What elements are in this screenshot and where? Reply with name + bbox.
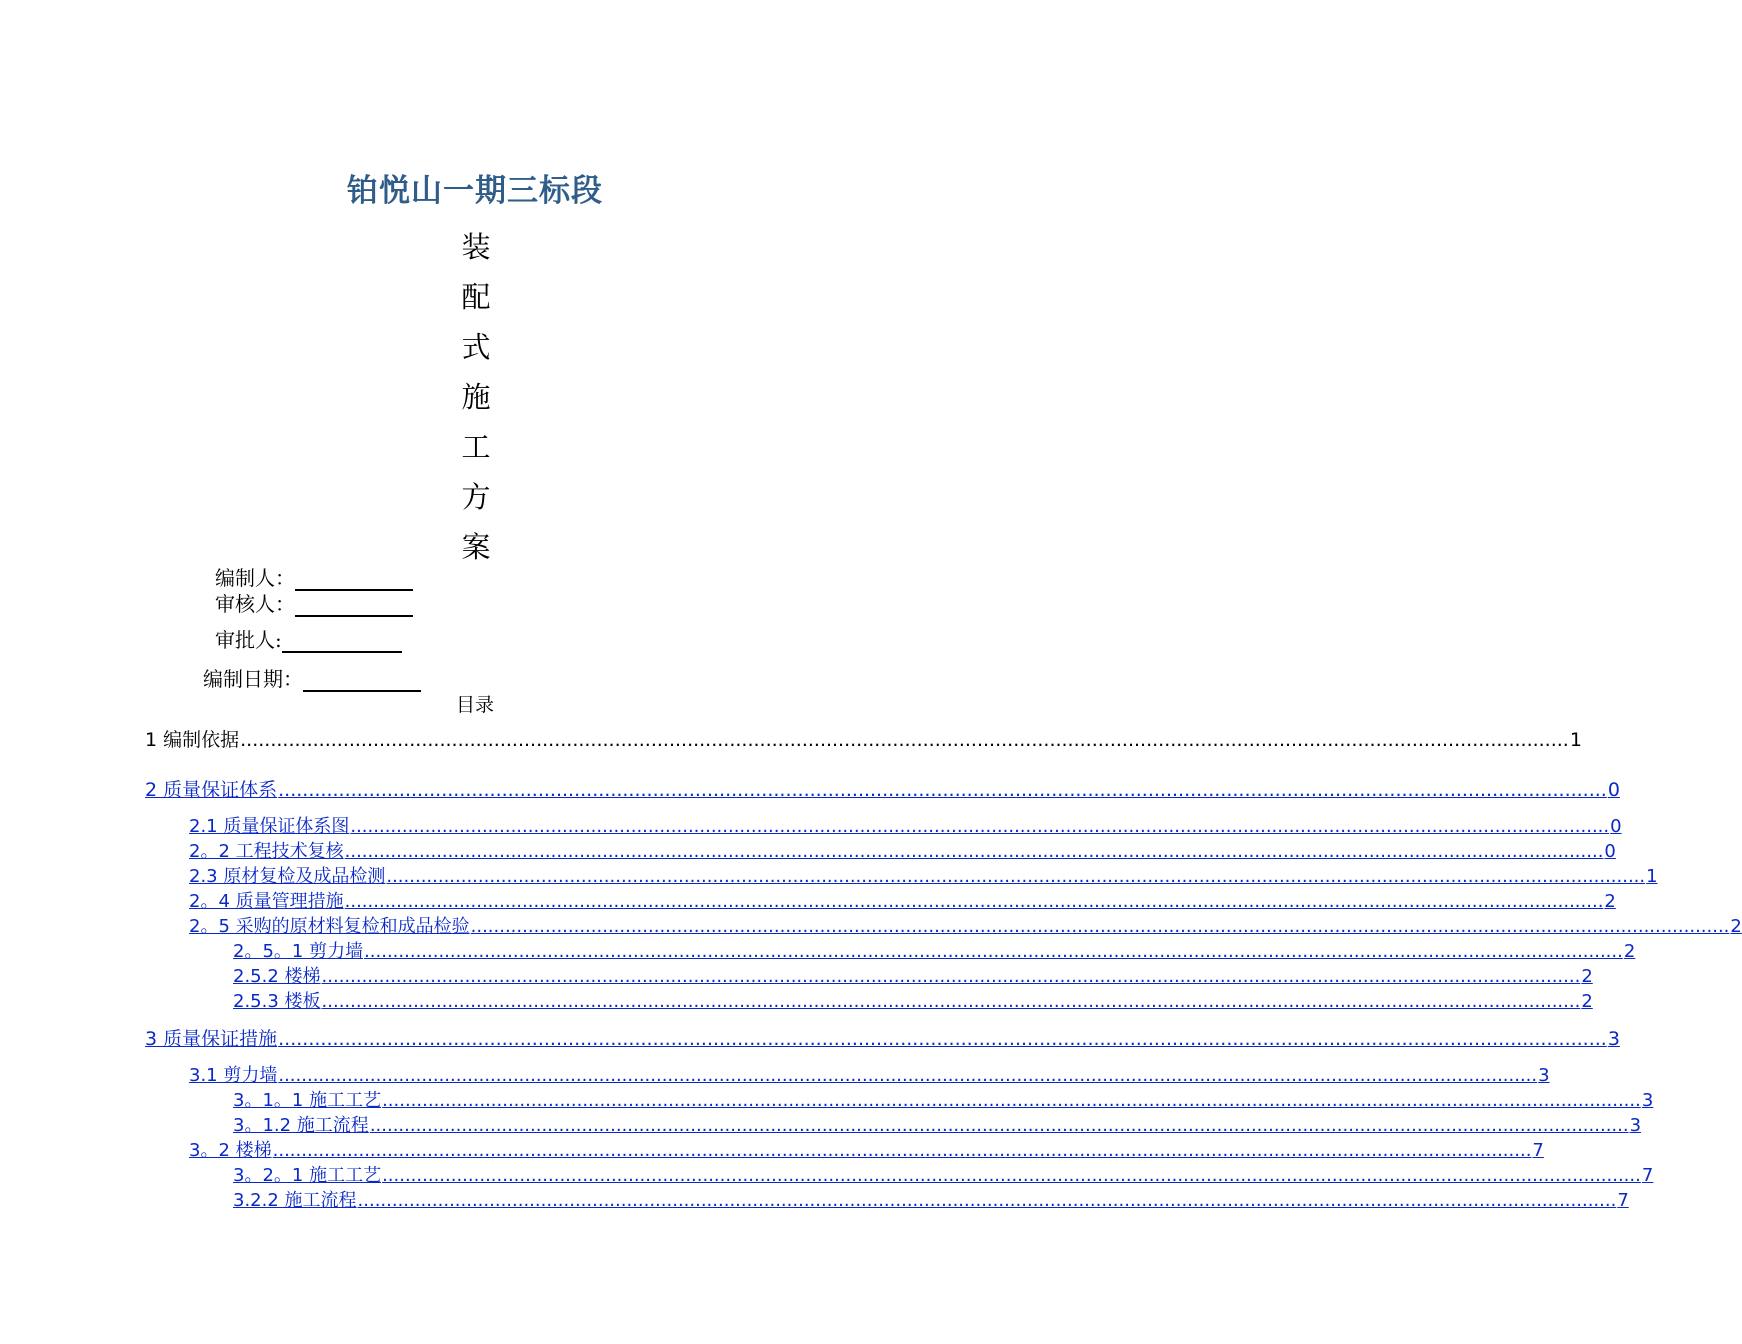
toc-entry-title: 3。2 楼梯: [189, 1140, 272, 1161]
compiler-blank: [295, 569, 413, 591]
toc-entry-page: 7: [1532, 1140, 1544, 1161]
toc-entry-title: 2。5 采购的原材料复检和成品检验: [189, 916, 470, 937]
toc-entry-title: 3 质量保证措施: [145, 1028, 278, 1050]
toc-entry-page: 2: [1581, 991, 1593, 1012]
toc-entry-title: 3。2。1 施工工艺: [233, 1165, 382, 1186]
date-label: 编制日期：: [203, 667, 303, 691]
toc-entry-title: 2 质量保证体系: [145, 779, 278, 801]
toc-entry[interactable]: [233, 990, 1593, 1014]
approver-blank: [282, 631, 402, 653]
toc-entry-page: 3: [1629, 1115, 1642, 1136]
toc-leader-dots: ............................................................................................................................................................................................................................: [357, 1190, 1617, 1211]
toc-entry: [145, 728, 1582, 752]
toc-entry[interactable]: [233, 1164, 1654, 1188]
approver-label: 审批人:: [215, 628, 282, 652]
toc-entry-page: 7: [1617, 1190, 1629, 1211]
toc-heading: 目录: [455, 694, 494, 716]
title-char: 配: [461, 280, 491, 314]
toc-entry-title: 2.5.2 楼梯: [233, 966, 321, 987]
toc-entry[interactable]: [233, 1089, 1654, 1113]
toc-entry-title: 2。5。1 剪力墙: [233, 941, 364, 962]
toc-entry-title: 2。2 工程技术复核: [189, 841, 344, 862]
toc-leader-dots: ............................................................................................................................................................................................................................: [240, 729, 1569, 751]
toc-leader-dots: ............................................................................................................................................................................................................................: [278, 1028, 1607, 1050]
toc-entry[interactable]: [189, 1139, 1544, 1163]
toc-entry-title: 2。4 质量管理措施: [189, 891, 344, 912]
toc-leader-dots: ............................................................................................................................................................................................................................: [386, 866, 1646, 887]
toc-entry[interactable]: [189, 840, 1616, 864]
toc-entry-title: 3。1。1 施工工艺: [233, 1090, 382, 1111]
toc-entry-page: 7: [1641, 1165, 1654, 1186]
toc-entry-page: 3: [1641, 1090, 1654, 1111]
title-char: 方: [461, 480, 491, 514]
toc-entry[interactable]: [233, 1114, 1642, 1138]
toc-entry-page: 0: [1604, 841, 1616, 862]
title-char: 施: [461, 380, 491, 414]
compiler-row: [215, 565, 413, 591]
date-blank: [303, 670, 421, 692]
toc-leader-dots: ............................................................................................................................................................................................................................: [278, 779, 1607, 801]
toc-leader-dots: ............................................................................................................................................................................................................................: [344, 841, 1604, 862]
reviewer-row: [215, 591, 413, 617]
toc-entry[interactable]: [189, 915, 1742, 939]
toc-leader-dots: ............................................................................................................................................................................................................................: [382, 1090, 1641, 1111]
toc-entry-title: 1 编制依据: [145, 729, 240, 751]
toc-leader-dots: ............................................................................................................................................................................................................................: [382, 1165, 1641, 1186]
toc-entry[interactable]: [189, 865, 1658, 889]
toc-entry[interactable]: [189, 890, 1616, 914]
toc-entry-title: 2.1 质量保证体系图: [189, 816, 350, 837]
toc-entry-title: 3.2.2 施工流程: [233, 1190, 357, 1211]
title-char: 式: [461, 330, 491, 364]
toc-entry-page: 2: [1623, 941, 1636, 962]
title-char: 装: [461, 230, 491, 264]
toc-entry[interactable]: [145, 1027, 1620, 1051]
toc-entry-page: 1: [1646, 866, 1658, 887]
toc-entry-title: 3.1 剪力墙: [189, 1065, 278, 1086]
toc-leader-dots: ............................................................................................................................................................................................................................: [470, 916, 1730, 937]
toc-leader-dots: ............................................................................................................................................................................................................................: [350, 816, 1610, 837]
toc-entry-title: 3。1.2 施工流程: [233, 1115, 369, 1136]
reviewer-label: 审核人：: [215, 592, 295, 616]
toc-entry[interactable]: [189, 1064, 1550, 1088]
toc-entry-page: 2: [1604, 891, 1616, 912]
toc-entry-page: 3: [1538, 1065, 1550, 1086]
title-char: 工: [461, 430, 491, 464]
toc-entry[interactable]: [233, 965, 1593, 989]
document-title-vertical: [456, 222, 496, 572]
toc-leader-dots: ............................................................................................................................................................................................................................: [364, 941, 1623, 962]
toc-entry-title: 2.5.3 楼板: [233, 991, 321, 1012]
toc-leader-dots: ............................................................................................................................................................................................................................: [344, 891, 1604, 912]
approver-row: [215, 627, 402, 653]
toc-entry[interactable]: [233, 1189, 1629, 1213]
toc-leader-dots: ............................................................................................................................................................................................................................: [321, 991, 1581, 1012]
toc-leader-dots: ............................................................................................................................................................................................................................: [278, 1065, 1538, 1086]
toc-leader-dots: ............................................................................................................................................................................................................................: [369, 1115, 1629, 1136]
toc-entry-page: 3: [1607, 1028, 1620, 1050]
toc-entry[interactable]: [189, 815, 1622, 839]
toc-entry-page: 2: [1581, 966, 1593, 987]
date-row: [203, 666, 421, 692]
toc-entry-page: 0: [1607, 779, 1620, 801]
toc-entry-title: 2.3 原材复检及成品检测: [189, 866, 386, 887]
toc-leader-dots: ............................................................................................................................................................................................................................: [321, 966, 1581, 987]
toc-entry-page: 0: [1610, 816, 1622, 837]
toc-entry[interactable]: [145, 778, 1620, 802]
toc-leader-dots: ............................................................................................................................................................................................................................: [272, 1140, 1532, 1161]
reviewer-blank: [295, 595, 413, 617]
project-title: 铂悦山一期三标段: [347, 173, 603, 209]
title-char: 案: [461, 530, 491, 564]
toc-entry-page: 2: [1730, 916, 1742, 937]
toc-entry-page: 1: [1569, 729, 1582, 751]
compiler-label: 编制人：: [215, 566, 295, 590]
toc-entry[interactable]: [233, 940, 1636, 964]
